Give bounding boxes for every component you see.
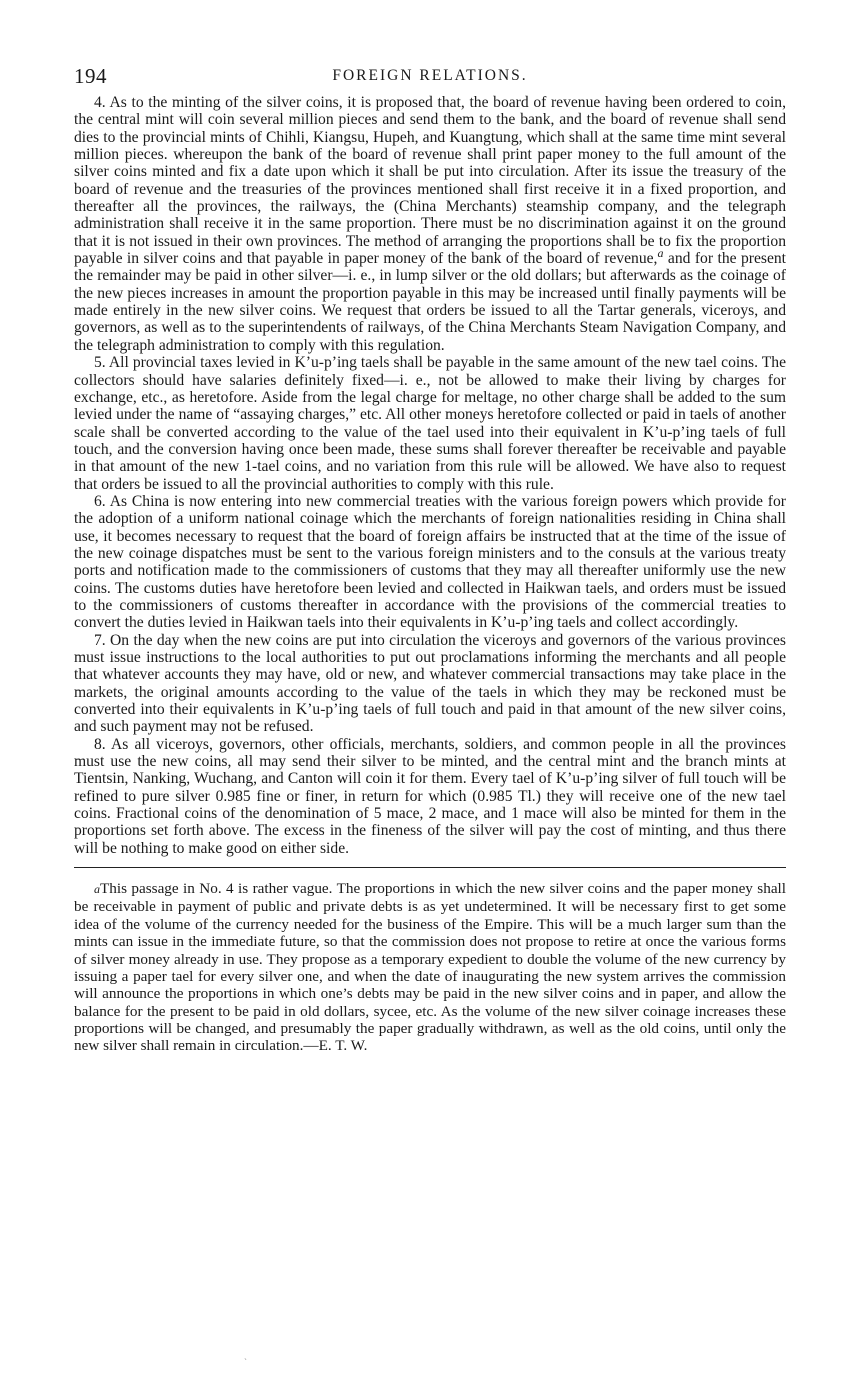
paragraph-4: [74, 94, 786, 354]
paragraph-7: 7. On the day when the new coins are put into circulation the viceroys and governors of the various provinces must issue instructions to the local authorities to put out proclamations informing the merchants and all people that whatever accounts they may have, old or new, and whatever commercial transactions may take place in the markets, the original amounts according to the value of the taels in which they may be reckoned must be converted into their equivalents in K’u-p’ing taels of full touch and paid in that amount of the new silver coins, and such payment may not be refused.: [74, 631, 786, 736]
paragraph-6: 6. As China is now entering into new commercial treaties with the various foreign powers which provide for the adoption of a uniform national coinage which the merchants of foreign nationalities residing in China shall use, it becomes necessary to request that the board of foreign affairs be instructed that at the time of the issue of the new coinage dispatches must be sent to the various foreign ministers and to the consuls at the various treaty ports and notification made to the commissioners of customs that they may all thereafter uniformly use the new coins. The customs duties have heretofore been levied and collected in Haikwan taels, and orders must be issued to the commissioners of customs thereafter in accordance with the provisions of the commercial treaties to convert the duties levied in Haikwan taels into their equivalents in K’u-p’ing taels and collect accordingly.: [74, 492, 786, 632]
footnote-divider: [74, 867, 786, 868]
running-title: FOREIGN RELATIONS.: [332, 67, 528, 84]
footnote-paragraph: [74, 880, 786, 1054]
document-page: [74, 58, 786, 1055]
paragraph-4-text-after-note: and for the present the remainder may be paid in other silver—i. e., in lump silver or the old dollars; but afterwards as the coinage of the new pieces increases in amount the proportion payable in this may be increased until finally payments will be made entirely in the new silver coins. We request that orders be issued to all the Tartar generals, viceroys, and governors, as well as to the superintendents of railways, of the China Merchants Steam Navigation Company, and the telegraph administration to comply with this regulation.: [74, 250, 787, 354]
footnote-text: This passage in No. 4 is rather vague. The proportions in which the new silver coins and the paper money shall be receivable in payment of public and private debts is as yet undetermined. It will be necessary first to get some idea of the volume of the currency needed for the business of the Empire. This will be a much larger sum than the mints can issue in the immediate future, so that the commission does not propose to retire at once the various forms of silver money already in use. They propose as a temporary expedient to double the volume of the new currency by issuing a paper tael for every silver one, and when the date of inaugurating the new system arrives the commission will announce the proportions in which one’s debts may be paid in the new silver coins and in paper, and allow the balance for the present to be paid in old dollars, sycee, etc. As the volume of the new silver coinage increases these proportions will be changed, and presumably the paper gradually withdrawn, as well as the old coins, until only the new silver shall remain in circulation.—E. T. W.: [74, 880, 786, 1055]
running-head: [74, 58, 786, 94]
paragraph-8: 8. As all viceroys, governors, other officials, merchants, soldiers, and common people in all the provinces must use the new coins, all may send their silver to be minted, and the central mint and the branch mints at Tientsin, Nanking, Wuchang, and Canton will coin it for them. Every tael of K’u-p’ing silver of full touch will be refined to pure silver 0.985 fine or finer, in return for which (0.985 Tl.) they will receive one of the new tael coins. Fractional coins of the denomination of 5 mace, 2 mace, and 1 mace will also be minted for them in the proportions set forth above. The excess in the fineness of the silver will pay the cost of minting, and thus there will be nothing to make good on either side.: [74, 735, 786, 857]
footnote-marker: a: [94, 882, 100, 897]
paragraph-5: 5. All provincial taxes levied in K’u-p’ing taels shall be payable in the same amount of the new tael coins. The collectors should have salaries definitely fixed—i. e., not be allowed to make their living by charges for exchange, etc., as heretofore. Aside from the legal charge for meltage, no other charge shall be added to the sum levied under the name of “assaying charges,” etc. All other moneys heretofore collected or paid in taels of another scale shall be converted according to the value of the tael used into their equivalent in K’u-p’ing taels of full touch, and the conversion having once been made, these sums shall forever thereafter be receivable and payable in that amount of the new 1-tael coins, and no variation from this rule will be allowed. We have also to request that orders be issued to all the provincial authorities to comply with this rule.: [74, 354, 786, 493]
page-number: 194: [74, 64, 107, 88]
body-text: [74, 94, 786, 857]
footnote-reference[interactable]: a: [657, 245, 664, 260]
footnote: [74, 880, 786, 1054]
scan-speck: `: [244, 1357, 247, 1367]
paragraph-4-text-before-note: 4. As to the minting of the silver coins, it is proposed that, the board of revenue having been ordered to coin, the central mint will coin several million pieces and send them to the bank, and the board of revenue shall send dies to the provincial mints of Chihli, Kiangsu, Hupeh, and Kuangtung, which shall at the same time mint several million pieces. whereupon the bank of the board of revenue shall print paper money to the full amount of the silver coins minted and fix a date upon which it shall be put into circulation. After its issue the treasury of the board of revenue and the treasuries of the provinces mentioned shall first receive it in a fixed proportion, and thereafter all the provinces, the railways, the (China Merchants) steamship company, and the telegraph administration shall receive it in the same proportion. There must be no discrimination against it on the ground that it is not issued in their own provinces. The method of arranging the proportions shall be to fix the proportion payable in silver coins and that payable in paper money of the bank of the board of revenue,: [74, 94, 786, 268]
